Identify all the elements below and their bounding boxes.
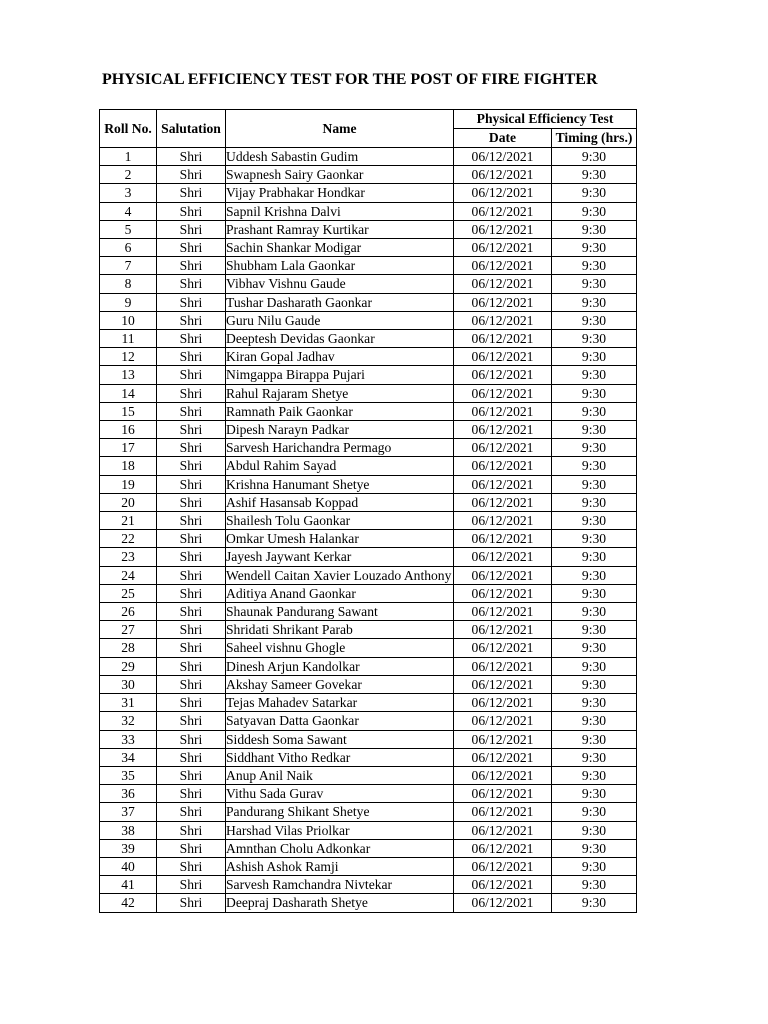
salutation-cell: Shri <box>157 821 226 839</box>
name-cell: Nimgappa Birappa Pujari <box>226 366 454 384</box>
table-row <box>100 712 637 730</box>
salutation-cell: Shri <box>157 148 226 166</box>
timing-cell: 9:30 <box>552 402 637 420</box>
roll-no-cell: 1 <box>100 148 157 166</box>
salutation-cell: Shri <box>157 548 226 566</box>
date-cell: 06/12/2021 <box>454 421 552 439</box>
roll-no-cell: 42 <box>100 894 157 912</box>
roll-no-cell: 40 <box>100 857 157 875</box>
timing-cell: 9:30 <box>552 457 637 475</box>
name-cell: Siddesh Soma Sawant <box>226 730 454 748</box>
salutation-cell: Shri <box>157 311 226 329</box>
timing-cell: 9:30 <box>552 748 637 766</box>
name-cell: Shaunak Pandurang Sawant <box>226 603 454 621</box>
salutation-cell: Shri <box>157 839 226 857</box>
table-header-row <box>100 110 637 129</box>
roll-no-cell: 9 <box>100 293 157 311</box>
name-cell: Satyavan Datta Gaonkar <box>226 712 454 730</box>
name-cell: Abdul Rahim Sayad <box>226 457 454 475</box>
date-cell: 06/12/2021 <box>454 748 552 766</box>
name-cell: Vithu Sada Gurav <box>226 785 454 803</box>
table-row <box>100 293 637 311</box>
timing-cell: 9:30 <box>552 530 637 548</box>
salutation-cell: Shri <box>157 621 226 639</box>
salutation-cell: Shri <box>157 384 226 402</box>
date-cell: 06/12/2021 <box>454 675 552 693</box>
name-cell: Sarvesh Harichandra Permago <box>226 439 454 457</box>
name-cell: Shailesh Tolu Gaonkar <box>226 512 454 530</box>
table-row <box>100 421 637 439</box>
salutation-cell: Shri <box>157 530 226 548</box>
roll-no-cell: 22 <box>100 530 157 548</box>
table-row <box>100 330 637 348</box>
name-cell: Prashant Ramray Kurtikar <box>226 220 454 238</box>
salutation-cell: Shri <box>157 220 226 238</box>
table-row <box>100 621 637 639</box>
date-cell: 06/12/2021 <box>454 311 552 329</box>
name-cell: Tejas Mahadev Satarkar <box>226 694 454 712</box>
table-row <box>100 766 637 784</box>
roll-no-cell: 37 <box>100 803 157 821</box>
date-cell: 06/12/2021 <box>454 275 552 293</box>
table-row <box>100 603 637 621</box>
date-cell: 06/12/2021 <box>454 548 552 566</box>
timing-cell: 9:30 <box>552 675 637 693</box>
salutation-cell: Shri <box>157 257 226 275</box>
salutation-cell: Shri <box>157 766 226 784</box>
roll-no-cell: 7 <box>100 257 157 275</box>
table-row <box>100 439 637 457</box>
salutation-cell: Shri <box>157 366 226 384</box>
roll-no-cell: 27 <box>100 621 157 639</box>
salutation-cell: Shri <box>157 584 226 602</box>
roll-no-cell: 24 <box>100 566 157 584</box>
header-salutation: Salutation <box>157 110 226 148</box>
timing-cell: 9:30 <box>552 166 637 184</box>
roll-no-cell: 4 <box>100 202 157 220</box>
table-row <box>100 402 637 420</box>
table-row <box>100 694 637 712</box>
table-row <box>100 639 637 657</box>
timing-cell: 9:30 <box>552 821 637 839</box>
salutation-cell: Shri <box>157 639 226 657</box>
salutation-cell: Shri <box>157 657 226 675</box>
timing-cell: 9:30 <box>552 894 637 912</box>
date-cell: 06/12/2021 <box>454 475 552 493</box>
salutation-cell: Shri <box>157 184 226 202</box>
timing-cell: 9:30 <box>552 257 637 275</box>
table-row <box>100 475 637 493</box>
salutation-cell: Shri <box>157 894 226 912</box>
salutation-cell: Shri <box>157 475 226 493</box>
date-cell: 06/12/2021 <box>454 712 552 730</box>
header-name: Name <box>226 110 454 148</box>
name-cell: Rahul Rajaram Shetye <box>226 384 454 402</box>
table-row <box>100 220 637 238</box>
roll-no-cell: 14 <box>100 384 157 402</box>
name-cell: Deepraj Dasharath Shetye <box>226 894 454 912</box>
table-row <box>100 512 637 530</box>
name-cell: Guru Nilu Gaude <box>226 311 454 329</box>
roll-no-cell: 12 <box>100 348 157 366</box>
salutation-cell: Shri <box>157 857 226 875</box>
name-cell: Aditiya Anand Gaonkar <box>226 584 454 602</box>
timing-cell: 9:30 <box>552 876 637 894</box>
name-cell: Sachin Shankar Modigar <box>226 239 454 257</box>
date-cell: 06/12/2021 <box>454 384 552 402</box>
table-row <box>100 803 637 821</box>
date-cell: 06/12/2021 <box>454 457 552 475</box>
header-roll-no: Roll No. <box>100 110 157 148</box>
table-row <box>100 548 637 566</box>
physical-efficiency-test-table <box>99 109 637 913</box>
salutation-cell: Shri <box>157 330 226 348</box>
name-cell: Sapnil Krishna Dalvi <box>226 202 454 220</box>
date-cell: 06/12/2021 <box>454 239 552 257</box>
timing-cell: 9:30 <box>552 584 637 602</box>
timing-cell: 9:30 <box>552 384 637 402</box>
date-cell: 06/12/2021 <box>454 439 552 457</box>
table-row <box>100 366 637 384</box>
table-row <box>100 584 637 602</box>
name-cell: Shridati Shrikant Parab <box>226 621 454 639</box>
name-cell: Dipesh Narayn Padkar <box>226 421 454 439</box>
timing-cell: 9:30 <box>552 730 637 748</box>
date-cell: 06/12/2021 <box>454 202 552 220</box>
timing-cell: 9:30 <box>552 421 637 439</box>
roll-no-cell: 13 <box>100 366 157 384</box>
date-cell: 06/12/2021 <box>454 148 552 166</box>
date-cell: 06/12/2021 <box>454 694 552 712</box>
name-cell: Amnthan Cholu Adkonkar <box>226 839 454 857</box>
salutation-cell: Shri <box>157 694 226 712</box>
timing-cell: 9:30 <box>552 548 637 566</box>
date-cell: 06/12/2021 <box>454 530 552 548</box>
roll-no-cell: 29 <box>100 657 157 675</box>
name-cell: Vibhav Vishnu Gaude <box>226 275 454 293</box>
timing-cell: 9:30 <box>552 239 637 257</box>
timing-cell: 9:30 <box>552 311 637 329</box>
name-cell: Harshad Vilas Priolkar <box>226 821 454 839</box>
roll-no-cell: 18 <box>100 457 157 475</box>
roll-no-cell: 41 <box>100 876 157 894</box>
date-cell: 06/12/2021 <box>454 348 552 366</box>
date-cell: 06/12/2021 <box>454 184 552 202</box>
timing-cell: 9:30 <box>552 439 637 457</box>
timing-cell: 9:30 <box>552 512 637 530</box>
table-row <box>100 166 637 184</box>
salutation-cell: Shri <box>157 439 226 457</box>
roll-no-cell: 39 <box>100 839 157 857</box>
table-row <box>100 748 637 766</box>
roll-no-cell: 19 <box>100 475 157 493</box>
salutation-cell: Shri <box>157 457 226 475</box>
date-cell: 06/12/2021 <box>454 657 552 675</box>
salutation-cell: Shri <box>157 512 226 530</box>
date-cell: 06/12/2021 <box>454 876 552 894</box>
table-row <box>100 202 637 220</box>
salutation-cell: Shri <box>157 202 226 220</box>
date-cell: 06/12/2021 <box>454 220 552 238</box>
timing-cell: 9:30 <box>552 639 637 657</box>
timing-cell: 9:30 <box>552 785 637 803</box>
roll-no-cell: 28 <box>100 639 157 657</box>
date-cell: 06/12/2021 <box>454 803 552 821</box>
timing-cell: 9:30 <box>552 366 637 384</box>
roll-no-cell: 15 <box>100 402 157 420</box>
timing-cell: 9:30 <box>552 475 637 493</box>
name-cell: Ashish Ashok Ramji <box>226 857 454 875</box>
salutation-cell: Shri <box>157 348 226 366</box>
roll-no-cell: 36 <box>100 785 157 803</box>
salutation-cell: Shri <box>157 293 226 311</box>
roll-no-cell: 20 <box>100 493 157 511</box>
date-cell: 06/12/2021 <box>454 730 552 748</box>
timing-cell: 9:30 <box>552 621 637 639</box>
table-row <box>100 311 637 329</box>
table-row <box>100 275 637 293</box>
document-title: PHYSICAL EFFICIENCY TEST FOR THE POST OF FIRE FIGHTER <box>102 71 598 88</box>
date-cell: 06/12/2021 <box>454 566 552 584</box>
header-timing: Timing (hrs.) <box>552 129 637 148</box>
name-cell: Omkar Umesh Halankar <box>226 530 454 548</box>
date-cell: 06/12/2021 <box>454 894 552 912</box>
name-cell: Jayesh Jaywant Kerkar <box>226 548 454 566</box>
timing-cell: 9:30 <box>552 348 637 366</box>
salutation-cell: Shri <box>157 785 226 803</box>
salutation-cell: Shri <box>157 730 226 748</box>
salutation-cell: Shri <box>157 748 226 766</box>
salutation-cell: Shri <box>157 402 226 420</box>
timing-cell: 9:30 <box>552 712 637 730</box>
name-cell: Pandurang Shikant Shetye <box>226 803 454 821</box>
name-cell: Anup Anil Naik <box>226 766 454 784</box>
roll-no-cell: 10 <box>100 311 157 329</box>
roll-no-cell: 2 <box>100 166 157 184</box>
salutation-cell: Shri <box>157 275 226 293</box>
timing-cell: 9:30 <box>552 603 637 621</box>
date-cell: 06/12/2021 <box>454 821 552 839</box>
name-cell: Siddhant Vitho Redkar <box>226 748 454 766</box>
table-row <box>100 894 637 912</box>
date-cell: 06/12/2021 <box>454 402 552 420</box>
date-cell: 06/12/2021 <box>454 512 552 530</box>
date-cell: 06/12/2021 <box>454 785 552 803</box>
timing-cell: 9:30 <box>552 493 637 511</box>
date-cell: 06/12/2021 <box>454 493 552 511</box>
table-row <box>100 348 637 366</box>
header-physical-efficiency-test: Physical Efficiency Test <box>454 110 637 129</box>
table-row <box>100 785 637 803</box>
roll-no-cell: 33 <box>100 730 157 748</box>
timing-cell: 9:30 <box>552 202 637 220</box>
timing-cell: 9:30 <box>552 839 637 857</box>
timing-cell: 9:30 <box>552 184 637 202</box>
date-cell: 06/12/2021 <box>454 839 552 857</box>
salutation-cell: Shri <box>157 421 226 439</box>
header-date: Date <box>454 129 552 148</box>
table-row <box>100 257 637 275</box>
timing-cell: 9:30 <box>552 293 637 311</box>
date-cell: 06/12/2021 <box>454 584 552 602</box>
name-cell: Shubham Lala Gaonkar <box>226 257 454 275</box>
roll-no-cell: 8 <box>100 275 157 293</box>
table-row <box>100 239 637 257</box>
date-cell: 06/12/2021 <box>454 621 552 639</box>
roll-no-cell: 32 <box>100 712 157 730</box>
roll-no-cell: 3 <box>100 184 157 202</box>
roll-no-cell: 5 <box>100 220 157 238</box>
name-cell: Sarvesh Ramchandra Nivtekar <box>226 876 454 894</box>
timing-cell: 9:30 <box>552 766 637 784</box>
table-row <box>100 876 637 894</box>
roll-no-cell: 34 <box>100 748 157 766</box>
table-row <box>100 730 637 748</box>
table-row <box>100 184 637 202</box>
date-cell: 06/12/2021 <box>454 766 552 784</box>
roll-no-cell: 21 <box>100 512 157 530</box>
salutation-cell: Shri <box>157 876 226 894</box>
timing-cell: 9:30 <box>552 275 637 293</box>
timing-cell: 9:30 <box>552 857 637 875</box>
timing-cell: 9:30 <box>552 148 637 166</box>
roll-no-cell: 35 <box>100 766 157 784</box>
name-cell: Ashif Hasansab Koppad <box>226 493 454 511</box>
name-cell: Dinesh Arjun Kandolkar <box>226 657 454 675</box>
roll-no-cell: 6 <box>100 239 157 257</box>
name-cell: Tushar Dasharath Gaonkar <box>226 293 454 311</box>
roll-no-cell: 25 <box>100 584 157 602</box>
name-cell: Saheel vishnu Ghogle <box>226 639 454 657</box>
date-cell: 06/12/2021 <box>454 603 552 621</box>
timing-cell: 9:30 <box>552 220 637 238</box>
roll-no-cell: 16 <box>100 421 157 439</box>
name-cell: Wendell Caitan Xavier Louzado Anthony <box>226 566 454 584</box>
name-cell: Swapnesh Sairy Gaonkar <box>226 166 454 184</box>
name-cell: Vijay Prabhakar Hondkar <box>226 184 454 202</box>
name-cell: Akshay Sameer Govekar <box>226 675 454 693</box>
roll-no-cell: 17 <box>100 439 157 457</box>
roll-no-cell: 23 <box>100 548 157 566</box>
salutation-cell: Shri <box>157 239 226 257</box>
roll-no-cell: 31 <box>100 694 157 712</box>
name-cell: Krishna Hanumant Shetye <box>226 475 454 493</box>
salutation-cell: Shri <box>157 675 226 693</box>
date-cell: 06/12/2021 <box>454 639 552 657</box>
table-row <box>100 675 637 693</box>
name-cell: Deeptesh Devidas Gaonkar <box>226 330 454 348</box>
table-row <box>100 384 637 402</box>
name-cell: Kiran Gopal Jadhav <box>226 348 454 366</box>
table-row <box>100 566 637 584</box>
salutation-cell: Shri <box>157 566 226 584</box>
timing-cell: 9:30 <box>552 566 637 584</box>
date-cell: 06/12/2021 <box>454 857 552 875</box>
table-row <box>100 530 637 548</box>
date-cell: 06/12/2021 <box>454 166 552 184</box>
timing-cell: 9:30 <box>552 657 637 675</box>
name-cell: Uddesh Sabastin Gudim <box>226 148 454 166</box>
table-row <box>100 657 637 675</box>
table-row <box>100 148 637 166</box>
salutation-cell: Shri <box>157 712 226 730</box>
timing-cell: 9:30 <box>552 803 637 821</box>
date-cell: 06/12/2021 <box>454 366 552 384</box>
table-row <box>100 821 637 839</box>
salutation-cell: Shri <box>157 166 226 184</box>
table-body <box>100 148 637 913</box>
table-row <box>100 857 637 875</box>
table-row <box>100 839 637 857</box>
roll-no-cell: 11 <box>100 330 157 348</box>
name-cell: Ramnath Paik Gaonkar <box>226 402 454 420</box>
table-row <box>100 493 637 511</box>
roll-no-cell: 26 <box>100 603 157 621</box>
roll-no-cell: 38 <box>100 821 157 839</box>
timing-cell: 9:30 <box>552 330 637 348</box>
table-row <box>100 457 637 475</box>
date-cell: 06/12/2021 <box>454 330 552 348</box>
date-cell: 06/12/2021 <box>454 293 552 311</box>
roll-no-cell: 30 <box>100 675 157 693</box>
salutation-cell: Shri <box>157 603 226 621</box>
timing-cell: 9:30 <box>552 694 637 712</box>
salutation-cell: Shri <box>157 493 226 511</box>
date-cell: 06/12/2021 <box>454 257 552 275</box>
salutation-cell: Shri <box>157 803 226 821</box>
